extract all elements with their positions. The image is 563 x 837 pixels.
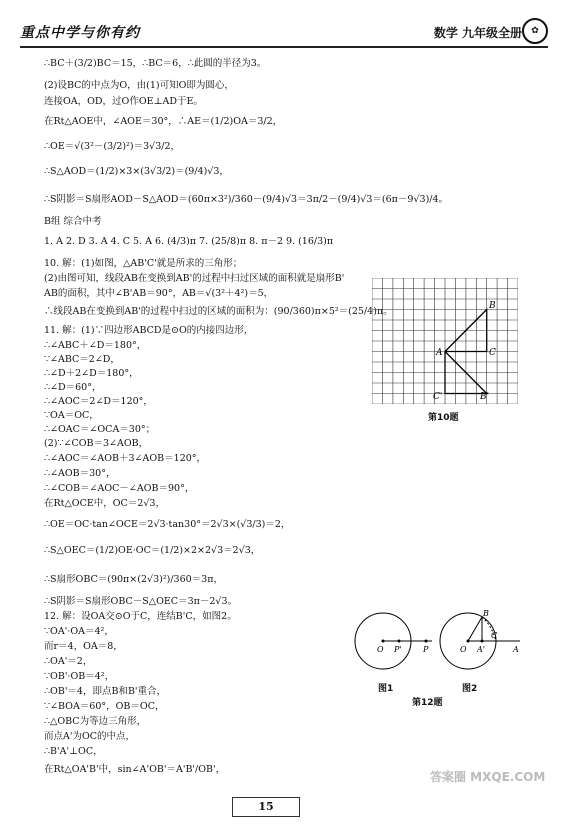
solution-line: ∴B'A'⊥OC， xyxy=(44,746,103,757)
solution-line: ∴S扇形OBC＝(90π×(2√3)²)/360＝3π， xyxy=(44,574,223,585)
section-heading: B组 综合中考 xyxy=(44,216,102,227)
solution-line: ∴S△AOD＝(1/2)×3×(3√3/2)＝(9/4)√3， xyxy=(44,166,229,177)
answer-line: 1. A 2. D 3. A 4. C 5. A 6. (4/3)π 7. (25/8)π 8. π－2 9. (16/3)π xyxy=(44,236,334,247)
label-p-prime: P' xyxy=(394,645,402,654)
solution-line: ∴线段AB在变换到AB'的过程中扫过的区域的面积为：(90/360)π×5²＝(25/4)π。 xyxy=(44,306,393,317)
solution-line: ∴BC＋(3/2)BC＝15，∴BC＝6，∴此圆的半径为3。 xyxy=(44,58,267,69)
solution-line: ∴OE＝√(3²－(3/2)²)＝3√3/2， xyxy=(44,141,180,152)
label-o1: O xyxy=(377,645,384,654)
solution-line: ∴∠COB＝∠AOC－∠AOB＝90°， xyxy=(44,483,195,494)
label-c: C xyxy=(489,348,496,358)
solution-line: ∴S△OEC＝(1/2)OE·OC＝(1/2)×2×2√3＝2√3， xyxy=(44,545,261,556)
solution-line: (2)设BC的中点为O，由(1)可知O即为圆心， xyxy=(44,80,234,91)
page-number: 15 xyxy=(232,797,300,817)
label-c-prime: C' xyxy=(433,392,443,402)
solution-line: ∴∠OAC＝∠OCA＝30°； xyxy=(44,424,156,435)
figure-12-sub1: 图1 xyxy=(378,684,394,694)
solution-line: ∵OA＝OC， xyxy=(44,410,99,421)
watermark-logo: 答案圈 MXQE.COM xyxy=(430,770,546,784)
solution-line: 而r＝4，OA＝8， xyxy=(44,641,123,652)
solution-line: ∴S阴影＝S扇形AOD－S△AOD＝(60π×3²)/360－(9/4)√3＝3π/2－(9/4)√3＝(6π－9√3)/4。 xyxy=(44,194,449,205)
solution-line: 12. 解：设OA交⊙O于C，连结B'C，如图2。 xyxy=(44,611,237,622)
solution-line: ∴∠AOB＝30°， xyxy=(44,468,116,479)
solution-line: 在Rt△OA'B'中，sin∠A'OB'＝A'B'/OB'， xyxy=(44,764,226,775)
solution-line: (2)由图可知，线段AB在变换到AB'的过程中扫过区域的面积就是扇形B' xyxy=(44,273,345,284)
label-a: A xyxy=(436,348,443,358)
solution-line: AB的面积，其中∠B'AB＝90°，AB＝√(3²＋4²)＝5， xyxy=(44,288,274,299)
figure-10-caption: 第10题 xyxy=(428,413,459,423)
label-b-prime: B' xyxy=(480,392,490,402)
label-a2: A xyxy=(513,645,519,654)
solution-line: ∵OB'·OB＝4²， xyxy=(44,671,115,682)
header-brand: 重点中学与你有约 xyxy=(20,25,140,41)
solution-line: (2)∵∠COB＝3∠AOB， xyxy=(44,438,149,449)
solution-line: ∴∠AOC＝2∠D＝120°， xyxy=(44,396,153,407)
solution-line: ∴OA'＝2， xyxy=(44,656,93,667)
label-p: P xyxy=(423,645,429,654)
label-c2: C xyxy=(491,631,498,640)
figure-12 xyxy=(350,608,525,678)
solution-line: 在Rt△OCE中，OC＝2√3， xyxy=(44,498,165,509)
label-a-prime: A' xyxy=(477,645,485,654)
page-header xyxy=(20,22,548,44)
figure-12-caption: 第12题 xyxy=(412,698,443,708)
solution-line: ∴OB'＝4，即点B和B'重合， xyxy=(44,686,167,697)
solution-line: 在Rt△AOE中，∠AOE＝30°，∴AE＝(1/2)OA＝3/2， xyxy=(44,116,283,127)
series-logo-icon: ✿ xyxy=(522,18,548,44)
label-b2: B xyxy=(483,609,489,618)
solution-line: ∵∠BOA＝60°，OB＝OC， xyxy=(44,701,165,712)
solution-line: ∴OE＝OC·tan∠OCE＝2√3·tan30°＝2√3×(√3/3)＝2， xyxy=(44,519,291,530)
solution-line: ∴∠ABC＋∠D＝180°， xyxy=(44,340,147,351)
solution-line: ∴S阴影＝S扇形OBC－S△OEC＝3π－2√3。 xyxy=(44,596,238,607)
figure-10-grid xyxy=(372,278,518,404)
figure-12-sub2: 图2 xyxy=(462,684,478,694)
solution-line: ∴∠AOC＝∠AOB＋3∠AOB＝120°， xyxy=(44,453,207,464)
label-b: B xyxy=(489,301,496,311)
solution-line: 11. 解：(1)∵四边形ABCD是⊙O的内接四边形， xyxy=(44,325,254,336)
solution-line: ∵∠ABC＝2∠D， xyxy=(44,354,120,365)
solution-line: 而点A'为OC的中点， xyxy=(44,731,136,742)
label-o2: O xyxy=(460,645,467,654)
solution-line: ∵OA'·OA＝4²， xyxy=(44,626,114,637)
header-divider xyxy=(20,46,548,48)
solution-line: 连接OA，OD，过O作OE⊥AD于E。 xyxy=(44,96,203,107)
segment-ob xyxy=(468,617,482,641)
header-subject: 数学 九年级全册 xyxy=(433,26,522,40)
solution-line: 10. 解：(1)如图，△AB'C'就是所求的三角形； xyxy=(44,258,243,269)
solution-line: ∴∠D＝60°， xyxy=(44,382,102,393)
solution-line: ∴∠D＋2∠D＝180°， xyxy=(44,368,139,379)
solution-line: ∴△OBC为等边三角形， xyxy=(44,716,147,727)
